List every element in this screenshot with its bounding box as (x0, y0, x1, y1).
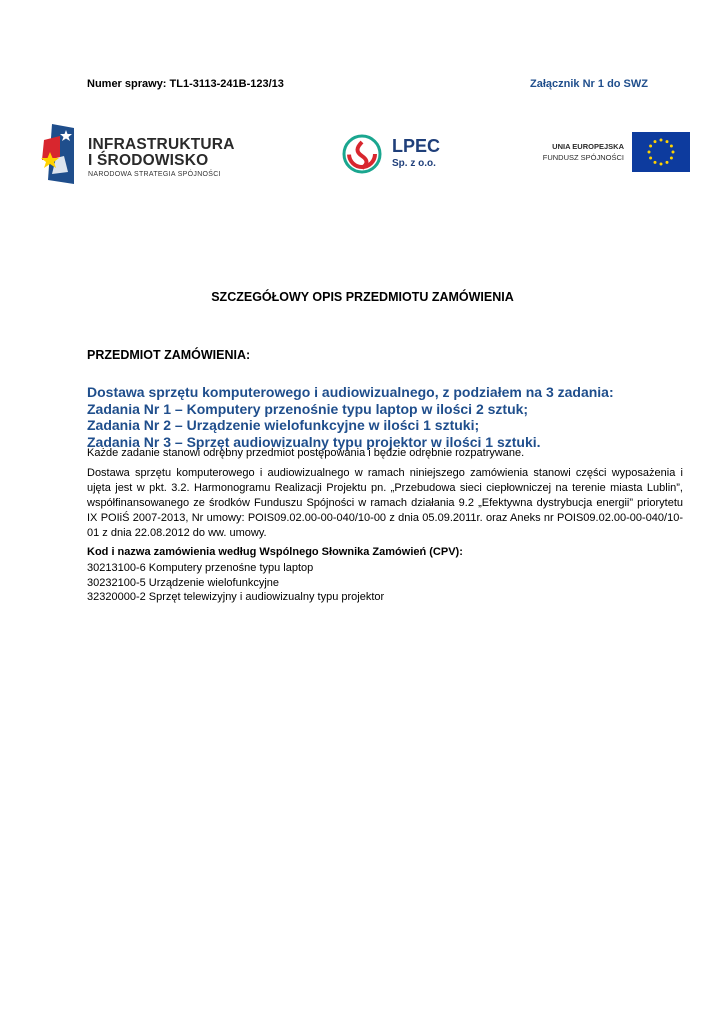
scope-line: Zadania Nr 3 – Sprzęt audiowizualny typu projektor w ilości 1 sztuki. (87, 433, 541, 450)
ue-text-line2: FUNDUSZ SPÓJNOŚCI (542, 153, 624, 162)
logo-text-line2: I ŚRODOWISKO (88, 152, 209, 169)
cpv-list (87, 561, 384, 605)
lpec-sub: Sp. z o.o. (392, 158, 436, 169)
logo-subtitle: NARODOWA STRATEGIA SPÓJNOŚCI (88, 171, 221, 178)
document-title: SZCZEGÓŁOWY OPIS PRZEDMIOTU ZAMÓWIENIA (211, 290, 514, 304)
lpec-emblem-icon (340, 132, 384, 176)
ue-logo (540, 132, 690, 178)
attachment-label: Załącznik Nr 1 do SWZ (530, 78, 648, 90)
description-paragraph: Dostawa sprzętu komputerowego i audiowizualnego w ramach niniejszego zamówienia stanowi części wyposażenia i ujęta jest w pkt. 3.2. Harmonogramu Realizacji Projektu pn. „Przebudowa sieci ciepłowniczej na terenie miasta Lublin”, współfinansowanego ze środków Funduszu Spójności w ramach działania 9.2 „Efektywna dystrybucja energii” priorytetu IX POIiŚ 2007-2013, Nr umowy: POIS09.02.00-00-040/10-00 z dnia 05.09.2011r. oraz Aneks nr POIS09.02.00-00-040/10-01 z dnia 22.08.2012 do ww. umowy. (87, 467, 683, 539)
case-number: Numer sprawy: TL1-3113-241B-123/13 (87, 78, 284, 90)
ue-text-line1: UNIA EUROPEJSKA (552, 142, 624, 151)
eu-flag-icon (632, 132, 690, 172)
flag-star-icon (38, 122, 78, 186)
cpv-item: 30232100-5 Urządzenie wielofunkcyjne (87, 576, 280, 589)
lpec-name: LPEC (392, 136, 441, 156)
infrastruktura-logo (38, 122, 238, 186)
section-heading: PRZEDMIOT ZAMÓWIENIA: (87, 348, 251, 362)
scope-line: Dostawa sprzętu komputerowego i audiowizualnego, z podziałem na 3 zadania: (87, 384, 614, 400)
scope-line: Zadania Nr 2 – Urządzenie wielofunkcyjne w ilości 1 sztuki; (87, 417, 480, 433)
cpv-item: 32320000-2 Sprzęt telewizyjny i audiowizualny typu projektor (87, 591, 385, 604)
logo-text-line1: INFRASTRUKTURA (88, 136, 235, 153)
scope-line: Zadania Nr 1 – Komputery przenośnie typu laptop w ilości 2 sztuk; (87, 400, 529, 417)
scope-block (87, 384, 687, 450)
lpec-logo (340, 132, 450, 178)
cpv-item: 30213100-6 Komputery przenośne typu laptop (87, 562, 314, 574)
cpv-heading: Kod i nazwa zamówienia według Wspólnego Słownika Zamówień (CPV): (87, 546, 463, 558)
scope-note: Każde zadanie stanowi odrębny przedmiot postępowania i będzie odrębnie rozpatrywane. (87, 447, 525, 459)
